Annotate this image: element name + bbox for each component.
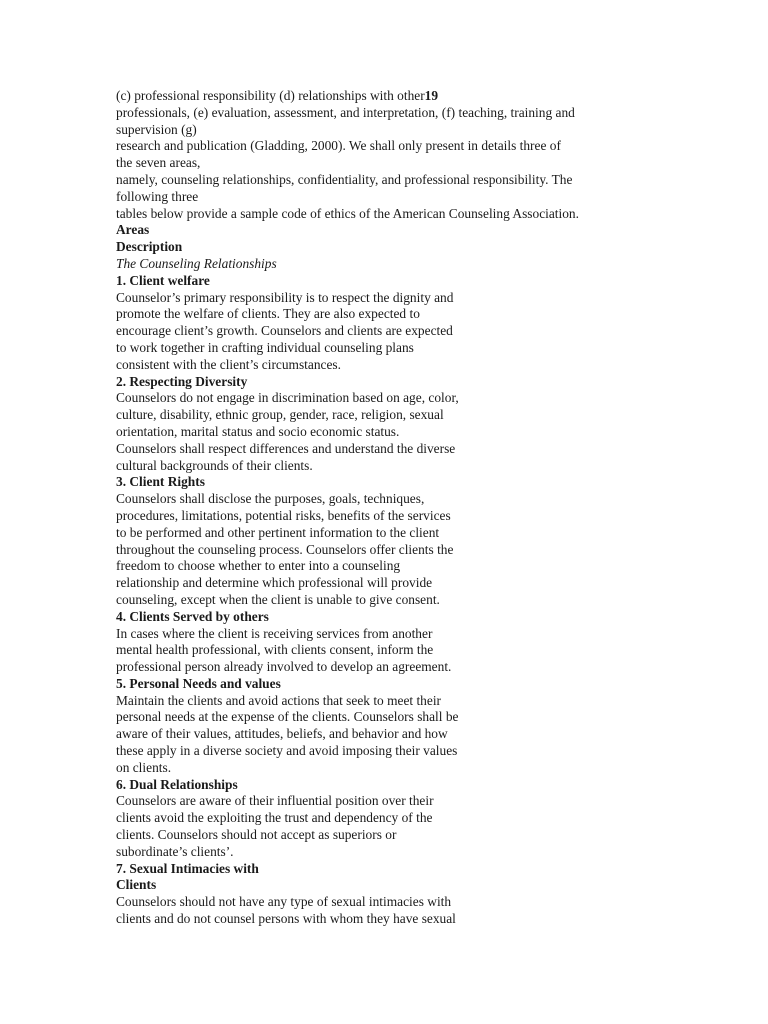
- intro-line: namely, counseling relationships, confidentiality, and professional responsibility. The: [116, 171, 573, 187]
- ethics-item: [116, 474, 676, 608]
- ethics-item-body-line: Counselors are aware of their influential position over their: [116, 793, 434, 809]
- table-header-description: Description: [116, 239, 183, 255]
- ethics-item-body-line: encourage client’s growth. Counselors and clients are expected: [116, 323, 453, 339]
- ethics-item-body-line: relationship and determine which professional will provide: [116, 575, 433, 591]
- ethics-item-body-line: clients. Counselors should not accept as superiors or: [116, 827, 397, 843]
- ethics-item-body-line: orientation, marital status and socio economic status.: [116, 423, 400, 439]
- ethics-item-body-line: aware of their values, attitudes, beliefs, and behavior and how: [116, 726, 448, 742]
- ethics-item-body-line: subordinate’s clients’.: [116, 843, 234, 859]
- ethics-item-body-line: Maintain the clients and avoid actions that seek to meet their: [116, 692, 441, 708]
- intro-line: tables below provide a sample code of ethics of the American Counseling Association.: [116, 205, 579, 221]
- ethics-item: [116, 861, 676, 928]
- ethics-item: [116, 609, 676, 676]
- table-header-areas: Areas: [116, 222, 150, 238]
- ethics-item-heading: Clients: [116, 877, 157, 893]
- intro-line: professionals, (e) evaluation, assessment, and interpretation, (f) teaching, training and: [116, 104, 575, 120]
- intro-line-1: [116, 88, 676, 105]
- ethics-item-body-line: Counselors do not engage in discrimination based on age, color,: [116, 390, 459, 406]
- ethics-item: [116, 777, 676, 861]
- ethics-item-body-line: mental health professional, with clients consent, inform the: [116, 642, 434, 658]
- ethics-item: [116, 676, 676, 777]
- ethics-item-body-line: Counselors should not have any type of sexual intimacies with: [116, 894, 452, 910]
- ethics-item-body-line: clients and do not counsel persons with whom they have sexual: [116, 911, 456, 927]
- ethics-items-list: [116, 273, 676, 928]
- ethics-item: [116, 273, 676, 374]
- ethics-item-heading: 5. Personal Needs and values: [116, 675, 281, 691]
- ethics-item-body-line: consistent with the client’s circumstances.: [116, 356, 341, 372]
- intro-line: research and publication (Gladding, 2000). We shall only present in details three of: [116, 138, 561, 154]
- ethics-item-body-line: personal needs at the expense of the clients. Counselors shall be: [116, 709, 459, 725]
- intro-line: following three: [116, 188, 199, 204]
- ethics-item-body-line: Counselor’s primary responsibility is to respect the dignity and: [116, 289, 454, 305]
- ethics-item-body-line: these apply in a diverse society and avoid imposing their values: [116, 743, 458, 759]
- ethics-item-body-line: on clients.: [116, 759, 172, 775]
- intro-paragraph: [116, 105, 676, 223]
- ethics-item-body-line: to be performed and other pertinent information to the client: [116, 524, 440, 540]
- page-number: 19: [424, 88, 439, 103]
- ethics-item-body-line: professional person already involved to develop an agreement.: [116, 659, 452, 675]
- ethics-item-body-line: Counselors shall disclose the purposes, goals, techniques,: [116, 491, 425, 507]
- section-title: The Counseling Relationships: [116, 255, 277, 271]
- ethics-item-body-line: Counselors shall respect differences and understand the diverse: [116, 440, 456, 456]
- ethics-item-heading: 3. Client Rights: [116, 474, 205, 490]
- ethics-item-heading: 6. Dual Relationships: [116, 776, 238, 792]
- intro-line: the seven areas,: [116, 155, 201, 171]
- ethics-item-body-line: throughout the counseling process. Counselors offer clients the: [116, 541, 454, 557]
- ethics-item-heading: 7. Sexual Intimacies with: [116, 860, 259, 876]
- ethics-item-body-line: In cases where the client is receiving services from another: [116, 625, 433, 641]
- document-page: [116, 88, 676, 928]
- intro-line-1-text: (c) professional responsibility (d) relationships with other: [116, 88, 425, 103]
- ethics-item-heading: 4. Clients Served by others: [116, 608, 269, 624]
- ethics-item: [116, 374, 676, 475]
- ethics-item-body-line: promote the welfare of clients. They are also expected to: [116, 306, 420, 322]
- ethics-item-body-line: clients avoid the exploiting the trust and dependency of the: [116, 810, 433, 826]
- ethics-item-body-line: to work together in crafting individual counseling plans: [116, 339, 414, 355]
- ethics-item-body-line: counseling, except when the client is unable to give consent.: [116, 591, 440, 607]
- ethics-item-body-line: procedures, limitations, potential risks, benefits of the services: [116, 507, 451, 523]
- ethics-item-heading: 2. Respecting Diversity: [116, 373, 248, 389]
- ethics-item-body-line: freedom to choose whether to enter into a counseling: [116, 558, 401, 574]
- ethics-item-heading: 1. Client welfare: [116, 272, 210, 288]
- ethics-item-body-line: culture, disability, ethnic group, gender, race, religion, sexual: [116, 407, 444, 423]
- intro-line: supervision (g): [116, 121, 197, 137]
- ethics-item-body-line: cultural backgrounds of their clients.: [116, 457, 313, 473]
